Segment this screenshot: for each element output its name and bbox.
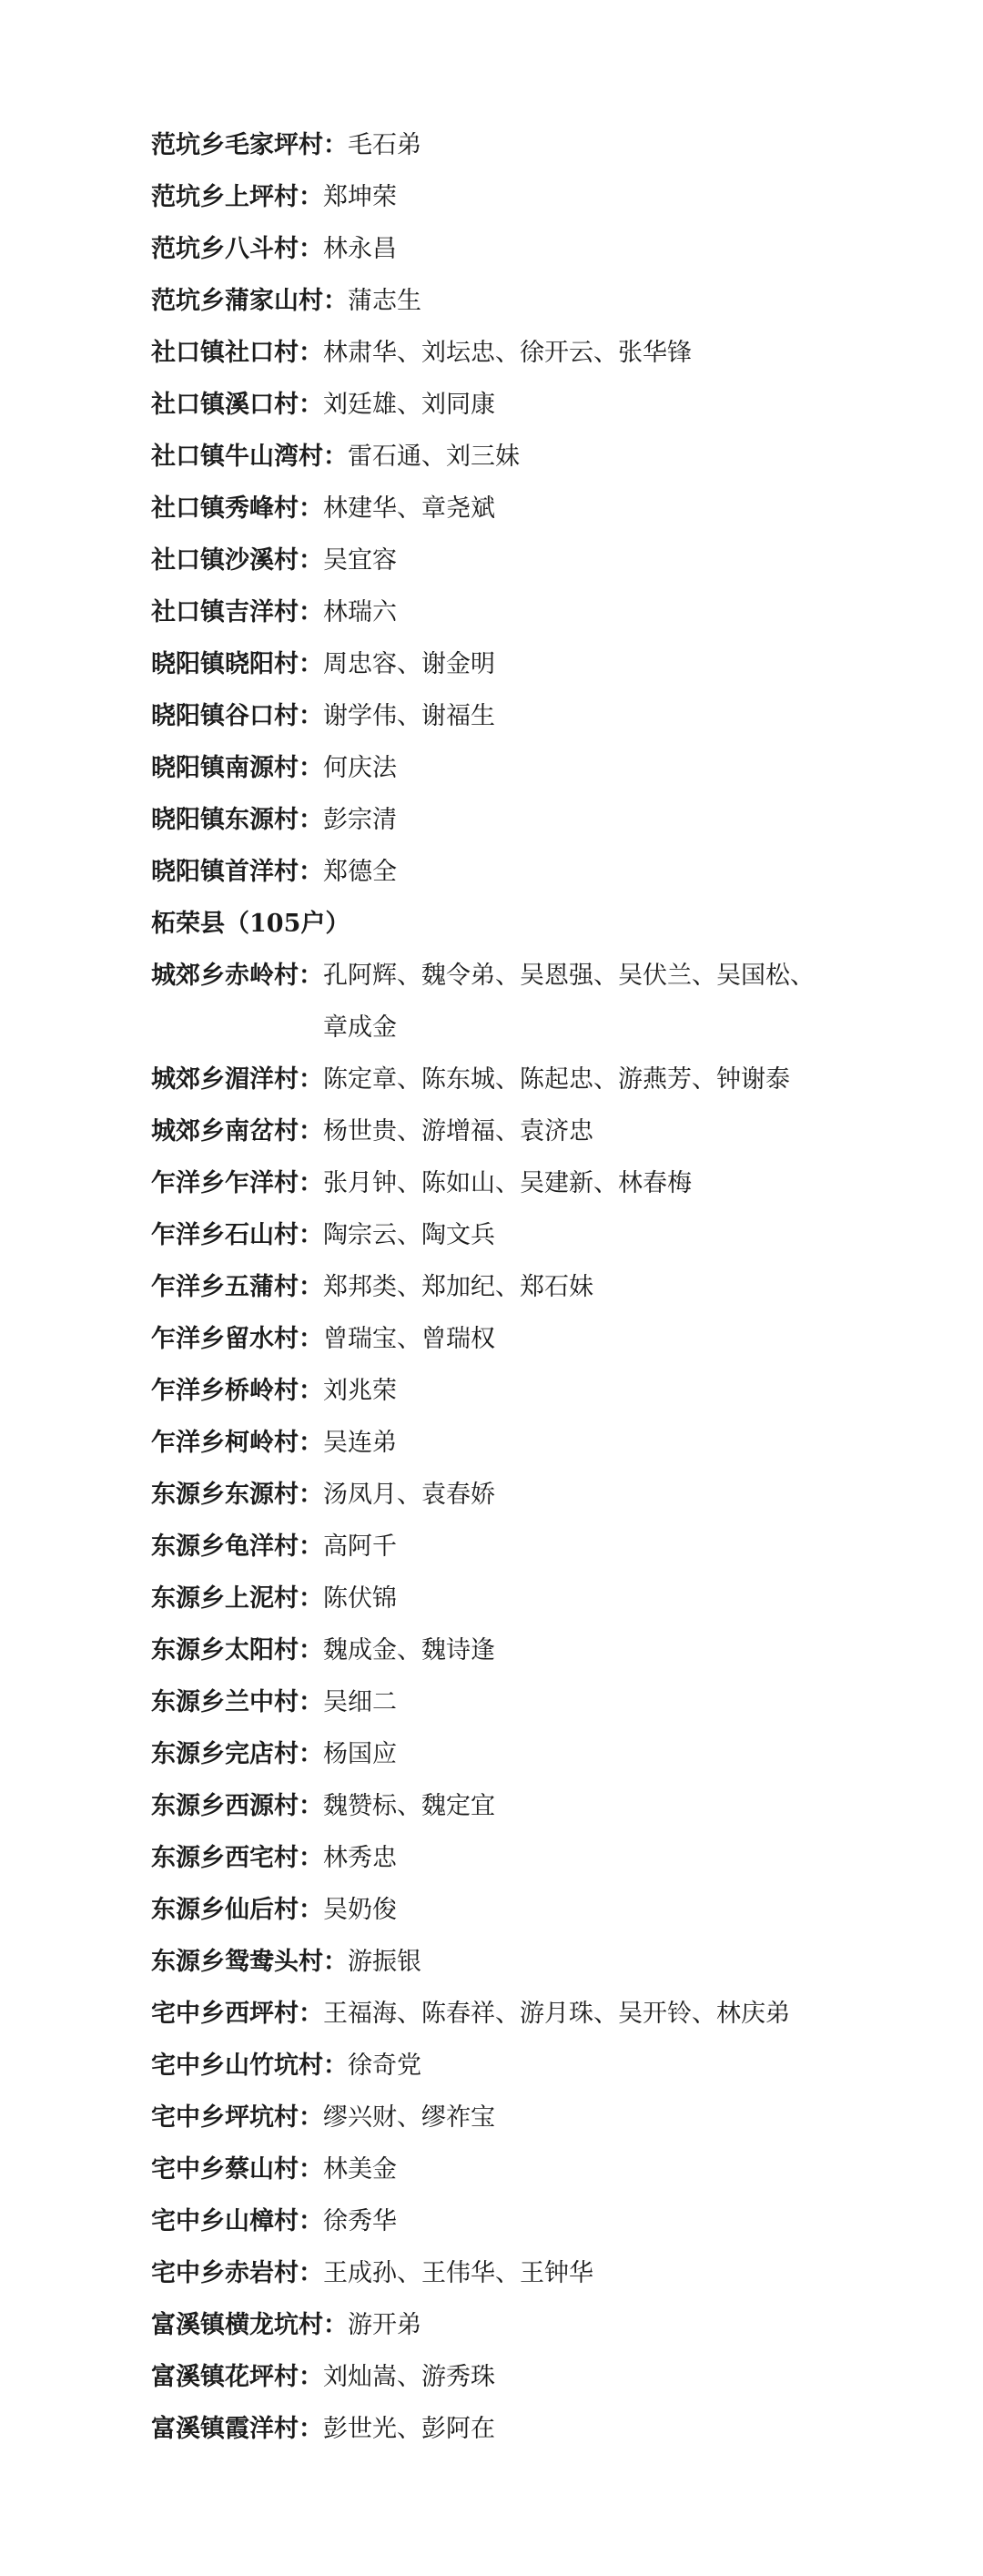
list-item (151, 1780, 934, 1832)
village-label: 范坑乡毛家坪村 (151, 131, 323, 159)
household-names: 蒲志生 (348, 287, 421, 315)
household-names: 林秀忠 (323, 1844, 397, 1872)
label-separator: ： (299, 1273, 323, 1301)
village-label: 社口镇牛山湾村 (151, 443, 323, 471)
label-separator: ： (323, 2311, 348, 2339)
village-label: 宅中乡赤岩村 (151, 2259, 299, 2287)
list-item (151, 1365, 934, 1417)
label-separator: ： (299, 598, 323, 626)
list-item (151, 1054, 934, 1105)
list-item (151, 171, 934, 223)
list-item (151, 2247, 934, 2299)
list-item (151, 2403, 934, 2455)
label-separator: ： (299, 962, 323, 990)
village-label: 城郊乡湄洋村 (151, 1065, 299, 1094)
household-names: 彭宗清 (323, 806, 397, 834)
household-names: 郑德全 (323, 858, 397, 886)
list-item (151, 431, 934, 483)
household-names: 高阿千 (323, 1532, 397, 1561)
household-names: 林永昌 (323, 235, 397, 263)
label-separator: ： (299, 1896, 323, 1924)
village-label: 宅中乡西坪村 (151, 2000, 299, 2028)
label-separator: ： (299, 2103, 323, 2132)
household-names: 魏成金、魏诗逢 (323, 1636, 495, 1665)
list-item (151, 1157, 934, 1209)
list-item (151, 1832, 934, 1884)
list-item (151, 586, 934, 638)
village-name-list (151, 119, 934, 2455)
list-item (151, 1209, 934, 1261)
village-label: 社口镇秀峰村 (151, 494, 299, 523)
label-separator: ： (299, 235, 323, 263)
household-names: 吴宜容 (323, 546, 397, 575)
village-label: 城郊乡赤岭村 (151, 962, 299, 990)
village-label: 乍洋乡柯岭村 (151, 1429, 299, 1457)
list-item (151, 846, 934, 898)
list-item (151, 1676, 934, 1728)
list-item (151, 535, 934, 586)
list-item (151, 275, 934, 327)
label-separator: ： (299, 1377, 323, 1405)
label-separator: ： (299, 1844, 323, 1872)
label-separator: ： (299, 1636, 323, 1665)
household-names: 周忠容、谢金明 (323, 650, 495, 678)
household-names: 雷石通、刘三妹 (348, 443, 520, 471)
village-label: 宅中乡山樟村 (151, 2207, 299, 2235)
household-names: 林美金 (323, 2155, 397, 2184)
household-names: 林肃华、刘坛忠、徐开云、张华锋 (323, 339, 692, 367)
label-separator: ： (299, 183, 323, 211)
household-names: 徐秀华 (323, 2207, 397, 2235)
label-separator: ： (299, 1584, 323, 1613)
list-item (151, 2351, 934, 2403)
label-separator: ： (299, 1065, 323, 1094)
list-item (151, 2040, 934, 2092)
list-item (151, 794, 934, 846)
label-separator: ： (323, 287, 348, 315)
label-separator: ： (299, 494, 323, 523)
household-names: 王福海、陈春祥、游月珠、吴开铃、林庆弟 (323, 2000, 790, 2028)
label-separator: ： (299, 1429, 323, 1457)
list-item (151, 638, 934, 690)
list-item (151, 1936, 934, 1988)
list-item (151, 950, 934, 1054)
village-label: 东源乡鸳鸯头村 (151, 1948, 323, 1976)
label-separator: ： (299, 2207, 323, 2235)
village-label: 富溪镇霞洋村 (151, 2415, 299, 2443)
list-item (151, 2299, 934, 2351)
household-names: 彭世光、彭阿在 (323, 2415, 495, 2443)
list-item (151, 1988, 934, 2040)
household-names: 游开弟 (348, 2311, 421, 2339)
village-label: 社口镇沙溪村 (151, 546, 299, 575)
list-item (151, 327, 934, 379)
label-separator: ： (299, 1325, 323, 1353)
label-separator: ： (299, 1532, 323, 1561)
village-label: 东源乡西源村 (151, 1792, 299, 1820)
county-heading: 柘荣县（105户） (151, 910, 350, 938)
household-names: 郑坤荣 (323, 183, 397, 211)
label-separator: ： (299, 391, 323, 419)
household-names: 吴连弟 (323, 1429, 397, 1457)
village-label: 城郊乡南岔村 (151, 1117, 299, 1145)
village-label: 东源乡太阳村 (151, 1636, 299, 1665)
label-separator: ： (299, 754, 323, 782)
household-names: 张月钟、陈如山、吴建新、林春梅 (323, 1169, 692, 1197)
household-names: 林瑞六 (323, 598, 397, 626)
list-item (151, 1417, 934, 1469)
village-label: 晓阳镇谷口村 (151, 702, 299, 730)
village-label: 乍洋乡五蒲村 (151, 1273, 299, 1301)
village-label: 宅中乡坪坑村 (151, 2103, 299, 2132)
label-separator: ： (323, 2052, 348, 2080)
village-label: 宅中乡山竹坑村 (151, 2052, 323, 2080)
household-names: 刘兆荣 (323, 1377, 397, 1405)
village-label: 范坑乡上坪村 (151, 183, 299, 211)
list-item (151, 1261, 934, 1313)
household-names: 陈伏锦 (323, 1584, 397, 1613)
list-item (151, 1573, 934, 1624)
label-separator: ： (323, 1948, 348, 1976)
household-names: 刘灿嵩、游秀珠 (323, 2363, 495, 2391)
household-names: 何庆法 (323, 754, 397, 782)
list-item (151, 379, 934, 431)
village-label: 东源乡龟洋村 (151, 1532, 299, 1561)
label-separator: ： (299, 2155, 323, 2184)
label-separator: ： (299, 1481, 323, 1509)
village-label: 社口镇社口村 (151, 339, 299, 367)
household-names: 徐奇党 (348, 2052, 421, 2080)
village-label: 晓阳镇南源村 (151, 754, 299, 782)
list-item (151, 1728, 934, 1780)
household-names: 吴细二 (323, 1688, 397, 1716)
list-item (151, 742, 934, 794)
household-names: 吴奶俊 (323, 1896, 397, 1924)
label-separator: ： (299, 702, 323, 730)
list-item (151, 1313, 934, 1365)
label-separator: ： (299, 1740, 323, 1768)
label-separator: ： (323, 443, 348, 471)
household-names: 游振银 (348, 1948, 421, 1976)
list-item (151, 1624, 934, 1676)
village-label: 东源乡兰中村 (151, 1688, 299, 1716)
label-separator: ： (299, 858, 323, 886)
village-label: 东源乡仙后村 (151, 1896, 299, 1924)
list-item (151, 2092, 934, 2143)
list-item (151, 1884, 934, 1936)
list-item (151, 1105, 934, 1157)
list-item (151, 2143, 934, 2195)
household-names: 郑邦类、郑加纪、郑石妹 (323, 1273, 593, 1301)
village-label: 晓阳镇东源村 (151, 806, 299, 834)
household-names: 谢学伟、谢福生 (323, 702, 495, 730)
village-label: 东源乡西宅村 (151, 1844, 299, 1872)
household-names: 杨世贵、游增福、袁济忠 (323, 1117, 593, 1145)
list-item (151, 690, 934, 742)
label-separator: ： (299, 650, 323, 678)
village-label: 晓阳镇首洋村 (151, 858, 299, 886)
label-separator: ： (299, 2000, 323, 2028)
label-separator: ： (299, 2259, 323, 2287)
list-item (151, 1521, 934, 1573)
label-separator: ： (299, 1792, 323, 1820)
household-names: 王成孙、王伟华、王钟华 (323, 2259, 593, 2287)
list-item (151, 2195, 934, 2247)
label-separator: ： (299, 806, 323, 834)
village-label: 乍洋乡留水村 (151, 1325, 299, 1353)
household-names: 缪兴财、缪祚宝 (323, 2103, 495, 2132)
village-label: 乍洋乡桥岭村 (151, 1377, 299, 1405)
label-separator: ： (299, 339, 323, 367)
label-separator: ： (323, 131, 348, 159)
list-item (151, 1469, 934, 1521)
household-names: 林建华、章尧斌 (323, 494, 495, 523)
village-label: 东源乡完店村 (151, 1740, 299, 1768)
household-names: 毛石弟 (348, 131, 421, 159)
village-label: 富溪镇横龙坑村 (151, 2311, 323, 2339)
household-names: 曾瑞宝、曾瑞权 (323, 1325, 495, 1353)
village-label: 范坑乡八斗村 (151, 235, 299, 263)
village-label: 晓阳镇晓阳村 (151, 650, 299, 678)
village-label: 东源乡东源村 (151, 1481, 299, 1509)
village-label: 乍洋乡乍洋村 (151, 1169, 299, 1197)
village-label: 范坑乡蒲家山村 (151, 287, 323, 315)
list-item (151, 223, 934, 275)
label-separator: ： (299, 1117, 323, 1145)
label-separator: ： (299, 2363, 323, 2391)
village-label: 社口镇吉洋村 (151, 598, 299, 626)
village-label: 社口镇溪口村 (151, 391, 299, 419)
list-item (151, 483, 934, 535)
label-separator: ： (299, 1169, 323, 1197)
household-names: 杨国应 (323, 1740, 397, 1768)
household-names: 陈定章、陈东城、陈起忠、游燕芳、钟谢泰 (323, 1065, 790, 1094)
household-names: 魏赞标、魏定宜 (323, 1792, 495, 1820)
village-label: 东源乡上泥村 (151, 1584, 299, 1613)
household-names: 刘廷雄、刘同康 (323, 391, 495, 419)
list-item (151, 119, 934, 171)
label-separator: ： (299, 1688, 323, 1716)
village-label: 乍洋乡石山村 (151, 1221, 299, 1249)
household-names: 陶宗云、陶文兵 (323, 1221, 495, 1249)
label-separator: ： (299, 1221, 323, 1249)
household-names: 汤凤月、袁春娇 (323, 1481, 495, 1509)
label-separator: ： (299, 2415, 323, 2443)
village-label: 宅中乡蔡山村 (151, 2155, 299, 2184)
household-names: 孔阿辉、魏令弟、吴恩强、吴伏兰、吴国松、章成金 (323, 962, 815, 1042)
village-label: 富溪镇花坪村 (151, 2363, 299, 2391)
label-separator: ： (299, 546, 323, 575)
